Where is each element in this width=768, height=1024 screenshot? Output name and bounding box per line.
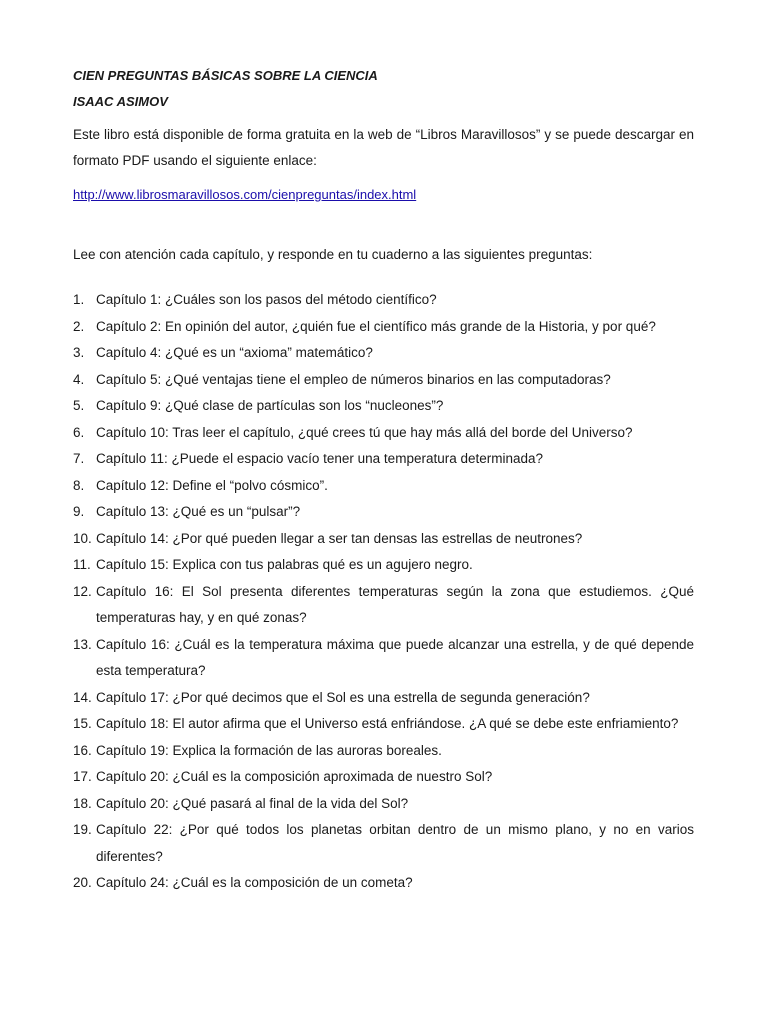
question-number: 18.: [73, 795, 92, 811]
question-text: Capítulo 16: El Sol presenta diferentes temperaturas según la zona que estudiemos. ¿Qué temperaturas hay, y en qué zonas?: [96, 583, 694, 625]
list-item: [73, 314, 694, 341]
question-number: 1.: [73, 292, 85, 307]
question-number: 16.: [73, 742, 92, 758]
question-number: 7.: [73, 451, 85, 466]
download-link[interactable]: http://www.librosmaravillosos.com/cienpreguntas/index.html: [73, 187, 417, 202]
list-item: [73, 420, 694, 447]
question-number: 19.: [73, 822, 92, 837]
list-item: [73, 367, 694, 394]
question-text: Capítulo 15: Explica con tus palabras qué es un agujero negro.: [96, 557, 473, 572]
document-author: ISAAC ASIMOV: [73, 94, 168, 109]
question-number: 13.: [73, 636, 92, 652]
question-text: Capítulo 14: ¿Por qué pueden llegar a ser tan densas las estrellas de neutrones?: [96, 530, 583, 546]
list-item: [73, 579, 694, 632]
question-text: Capítulo 17: ¿Por qué decimos que el Sol es una estrella de segunda generación?: [96, 689, 590, 705]
question-number: 17.: [73, 769, 92, 784]
question-text: Capítulo 18: El autor afirma que el Universo está enfriándose. ¿A qué se debe este enfriamiento?: [96, 716, 679, 731]
list-item: [73, 526, 694, 553]
questions-list: [73, 287, 694, 897]
question-number: 8.: [73, 477, 85, 493]
question-text: Capítulo 20: ¿Qué pasará al final de la vida del Sol?: [96, 795, 409, 811]
question-number: 14.: [73, 689, 92, 705]
question-number: 4.: [73, 371, 85, 387]
question-number: 12.: [73, 583, 92, 599]
question-number: 9.: [73, 504, 85, 519]
instruction-text: Lee con atención cada capítulo, y responde en tu cuaderno a las siguientes preguntas:: [73, 247, 593, 262]
question-text: Capítulo 1: ¿Cuáles son los pasos del método científico?: [96, 292, 437, 307]
question-text: Capítulo 16: ¿Cuál es la temperatura máxima que puede alcanzar una estrella, y de qué depende esta temperatura?: [96, 636, 694, 678]
list-item: [73, 764, 694, 791]
question-text: Capítulo 19: Explica la formación de las auroras boreales.: [96, 742, 442, 758]
list-item: [73, 632, 694, 685]
question-number: 5.: [73, 398, 85, 413]
list-item: [73, 393, 694, 420]
question-text: Capítulo 22: ¿Por qué todos los planetas orbitan dentro de un mismo plano, y no en varios diferentes?: [96, 822, 694, 864]
question-text: Capítulo 4: ¿Qué es un “axioma” matemático?: [96, 345, 373, 360]
list-item: [73, 817, 694, 870]
question-number: 2.: [73, 318, 85, 334]
list-item: [73, 446, 694, 473]
question-number: 3.: [73, 345, 85, 360]
list-item: [73, 473, 694, 500]
intro-paragraph: Este libro está disponible de forma gratuita en la web de “Libros Maravillosos” y se puede descargar en formato PDF usando el siguiente enlace:: [73, 127, 694, 168]
question-text: Capítulo 24: ¿Cuál es la composición de un cometa?: [96, 875, 413, 890]
list-item: [73, 711, 694, 738]
question-number: 6.: [73, 424, 85, 440]
question-text: Capítulo 13: ¿Qué es un “pulsar”?: [96, 504, 301, 519]
question-text: Capítulo 12: Define el “polvo cósmico”.: [96, 477, 328, 493]
list-item: [73, 738, 694, 765]
question-number: 20.: [73, 875, 92, 890]
list-item: [73, 552, 694, 579]
question-text: Capítulo 20: ¿Cuál es la composición aproximada de nuestro Sol?: [96, 769, 493, 784]
question-number: 11.: [73, 557, 91, 572]
document-page: [73, 66, 694, 897]
question-text: Capítulo 10: Tras leer el capítulo, ¿qué crees tú que hay más allá del borde del Universo?: [96, 424, 633, 440]
question-number: 10.: [73, 530, 92, 546]
question-number: 15.: [73, 716, 92, 731]
list-item: [73, 685, 694, 712]
list-item: [73, 287, 694, 314]
question-text: Capítulo 9: ¿Qué clase de partículas son los “nucleones”?: [96, 398, 444, 413]
list-item: [73, 340, 694, 367]
list-item: [73, 791, 694, 818]
question-text: Capítulo 2: En opinión del autor, ¿quién fue el científico más grande de la Historia, y por qué?: [96, 318, 656, 334]
document-title: CIEN PREGUNTAS BÁSICAS SOBRE LA CIENCIA: [73, 68, 378, 83]
question-text: Capítulo 5: ¿Qué ventajas tiene el empleo de números binarios en las computadoras?: [96, 371, 611, 387]
question-text: Capítulo 11: ¿Puede el espacio vacío tener una temperatura determinada?: [96, 451, 544, 466]
list-item: [73, 499, 694, 526]
list-item: [73, 870, 694, 897]
